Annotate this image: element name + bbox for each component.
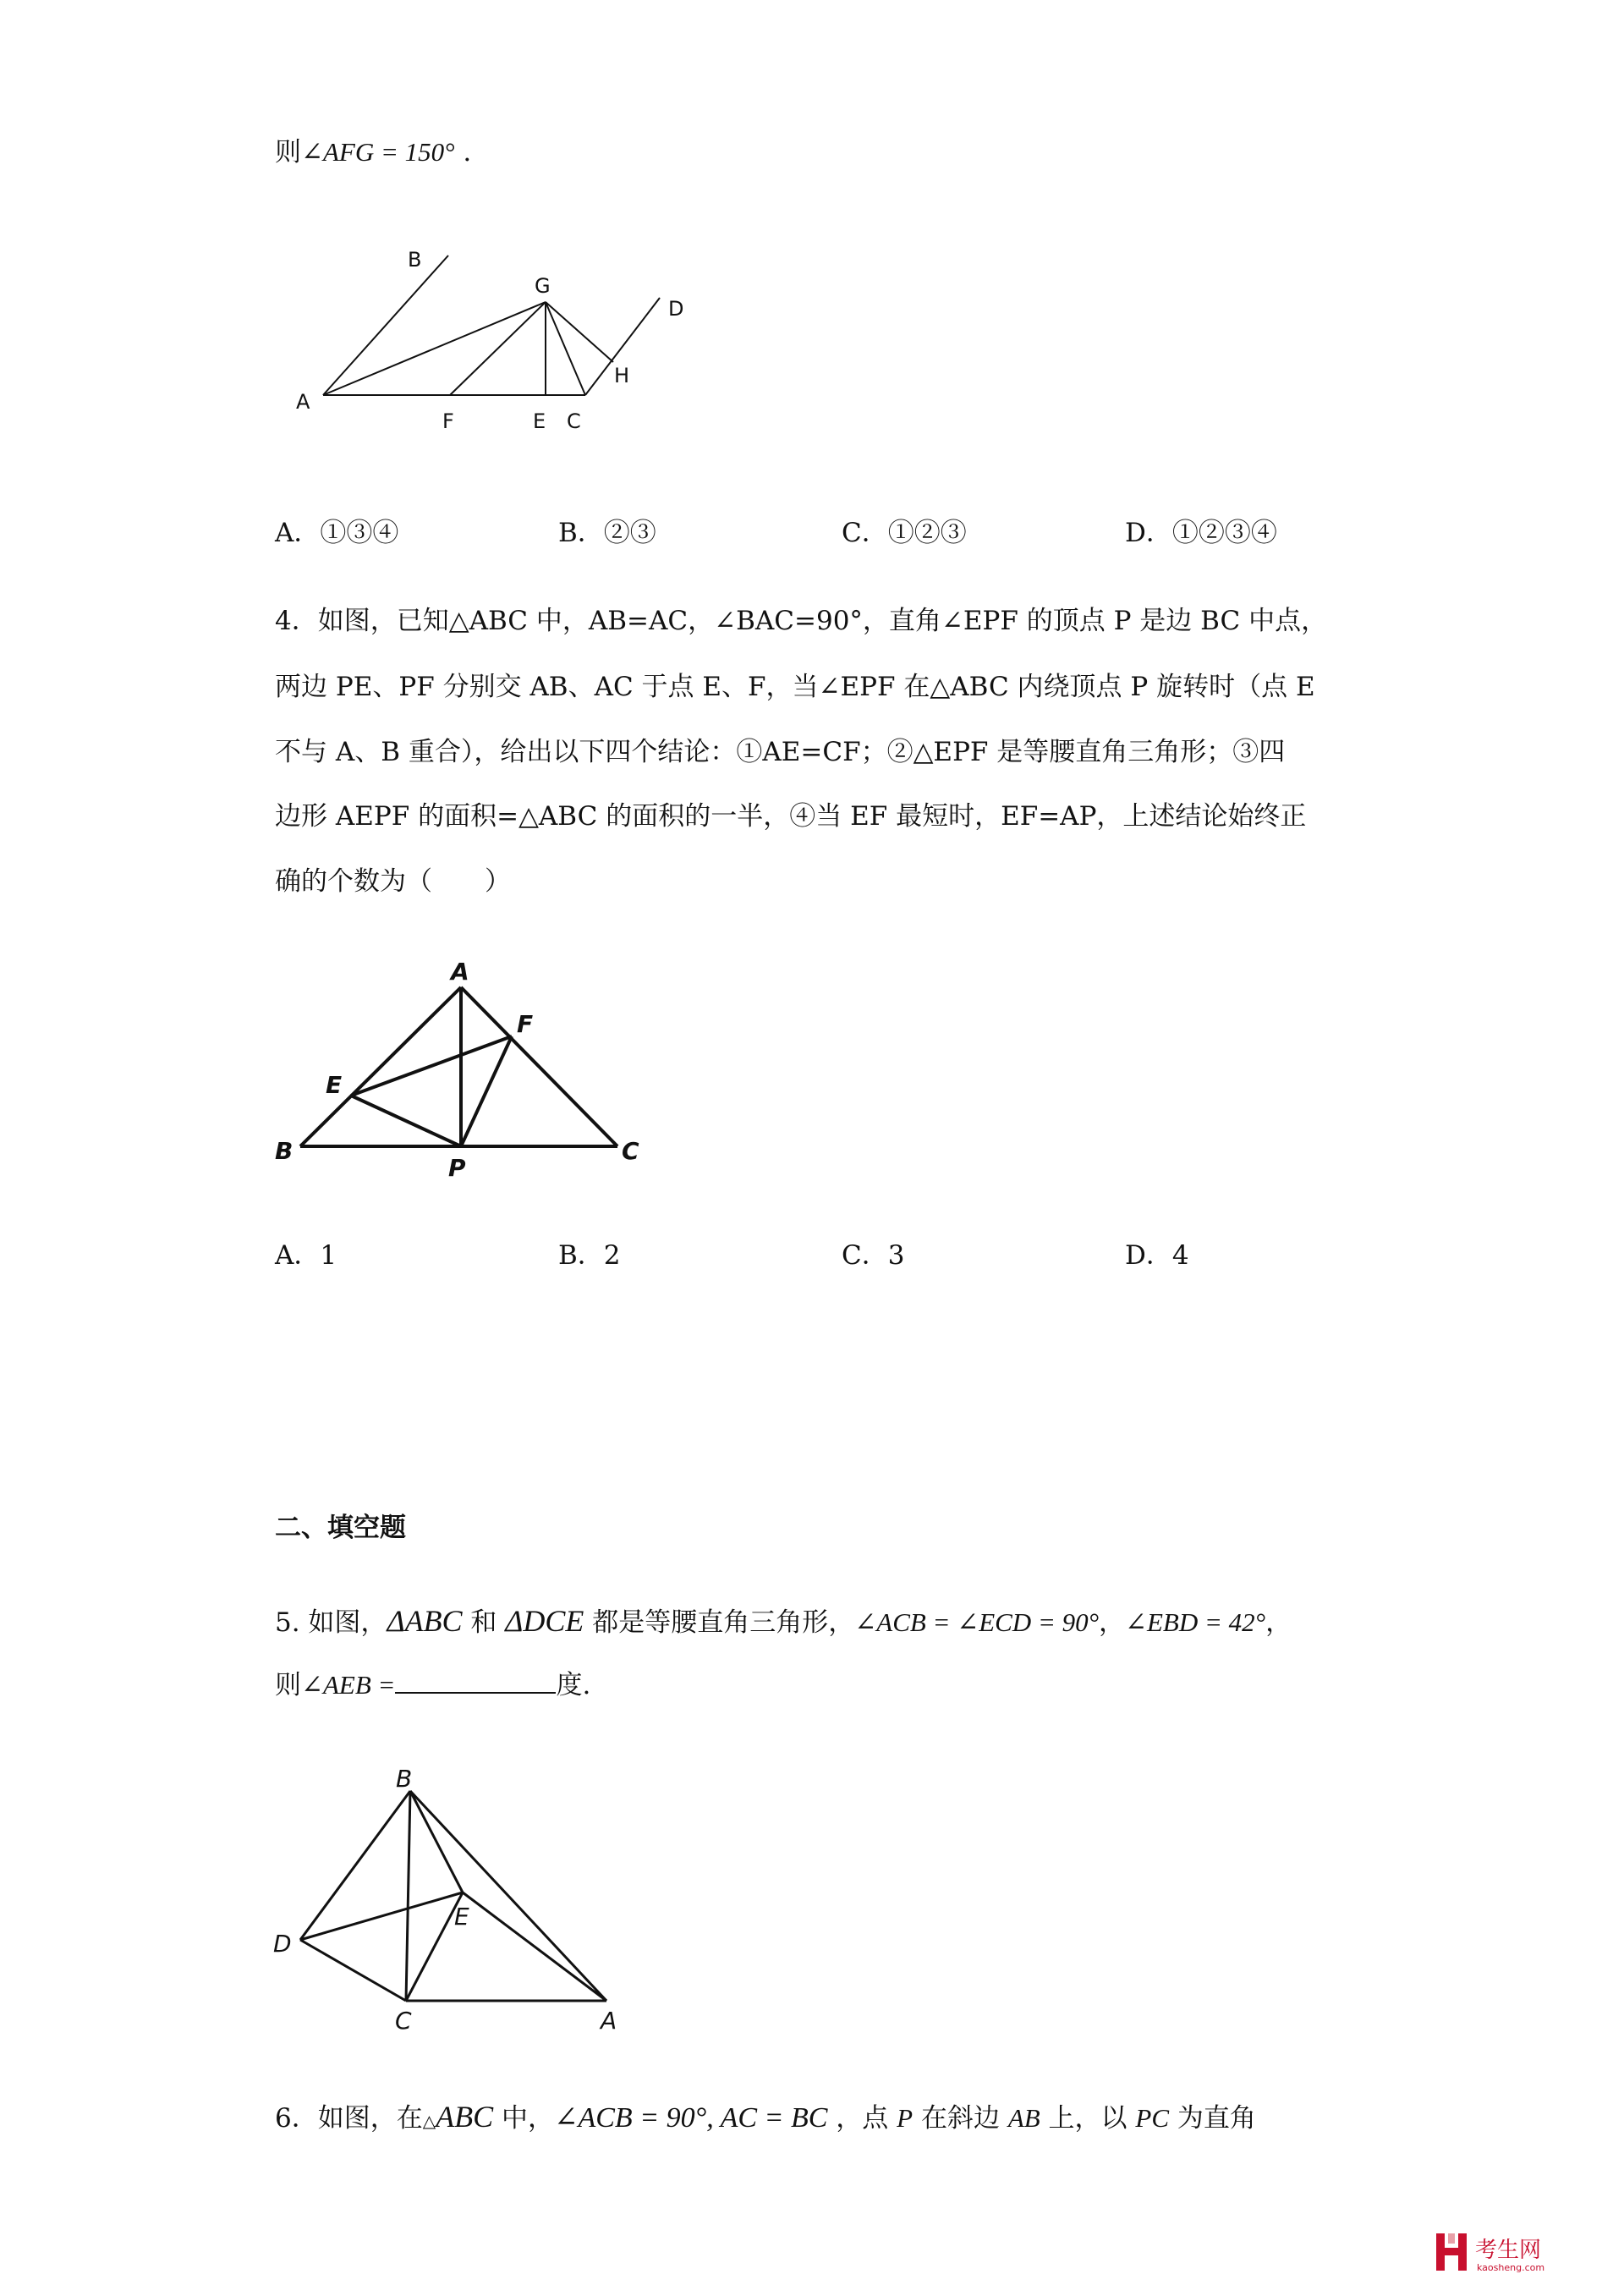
- q6-text-3: 在斜边: [913, 2103, 1008, 2134]
- q5-separator: ，: [1099, 1607, 1126, 1638]
- q6-text-4: 上，以: [1040, 2103, 1136, 2134]
- q6-segment-pc: PC: [1135, 2103, 1170, 2133]
- label-d: D: [668, 297, 684, 321]
- q4-option-b[interactable]: B．2: [558, 1240, 621, 1271]
- q6-segment-ab: AB: [1007, 2103, 1040, 2133]
- watermark-logo-icon: [1436, 2233, 1467, 2271]
- intro-line: [275, 134, 471, 171]
- q3-option-c[interactable]: C．①②③: [842, 518, 967, 548]
- q5-line-1: [275, 1602, 1292, 1641]
- label-a: A: [451, 958, 469, 986]
- q5-condition-1: ∠ACB = ∠ECD = 90°: [854, 1607, 1100, 1637]
- label-p: P: [448, 1154, 466, 1182]
- q5-text: 都是等腰直角三角形，: [584, 1607, 855, 1638]
- segment-ep: [351, 1096, 461, 1146]
- q5-line2-prefix: 则: [275, 1670, 301, 1700]
- label-e: E: [533, 409, 546, 433]
- q5-line-2: [275, 1667, 590, 1704]
- label-f: F: [442, 409, 454, 433]
- q5-and: 和: [462, 1607, 506, 1638]
- label-c: C: [567, 409, 581, 433]
- q6-line-1: [275, 2098, 1256, 2139]
- q5-condition-2: ∠EBD = 42°: [1125, 1607, 1266, 1637]
- section-heading: 二、填空题: [275, 1513, 406, 1543]
- q4-line-2: 两边 PE、PF 分别交 AB、AC 于点 E、F，当∠EPF 在△ABC 内绕顶点 P 旋转时（点 E: [275, 672, 1315, 702]
- segment-gh: [546, 302, 613, 362]
- triangle-symbol-icon: △: [422, 2111, 436, 2131]
- segment-bc: [406, 1791, 410, 2001]
- label-c: C: [395, 2007, 412, 2035]
- q6-text-5: 为直角: [1169, 2103, 1256, 2134]
- q5-line2-suffix: 度.: [556, 1670, 591, 1700]
- segment-ab: [323, 255, 448, 395]
- q3-figure: [279, 237, 719, 440]
- watermark: [1433, 2228, 1594, 2279]
- intro-suffix: .: [454, 137, 472, 168]
- segment-be: [410, 1791, 463, 1892]
- label-b: B: [408, 248, 422, 272]
- q6-text-1: 中，: [493, 2103, 554, 2134]
- segment-dc: [300, 1940, 406, 2001]
- segment-de: [300, 1892, 463, 1940]
- q5-end: ，: [1265, 1607, 1292, 1638]
- segment-gc: [546, 302, 585, 395]
- intro-prefix: 则: [275, 137, 301, 168]
- label-e: E: [454, 1903, 469, 1931]
- q5-line2-expression: ∠AEB =: [301, 1670, 396, 1700]
- q6-text-2: ，点: [827, 2103, 897, 2134]
- q5-triangle-abc: ΔABC: [387, 1604, 463, 1638]
- label-c: C: [622, 1137, 639, 1165]
- q3-option-b[interactable]: B．②③: [558, 518, 656, 548]
- segment-ag: [323, 302, 546, 395]
- label-d: D: [273, 1930, 292, 1958]
- q4-line-1: 4．如图，已知△ABC 中，AB=AC，∠BAC=90°，直角∠EPF 的顶点 P 是边 BC 中点，: [275, 606, 1328, 636]
- q4-option-a[interactable]: A．1: [275, 1240, 337, 1271]
- q6-triangle: ABC: [436, 2100, 494, 2134]
- label-e: E: [326, 1071, 343, 1099]
- segment-bd: [300, 1791, 410, 1940]
- q4-option-d[interactable]: D．4: [1125, 1240, 1189, 1271]
- q6-number: 6．如图，在: [275, 2103, 423, 2134]
- q4-line-5: 确的个数为（ ）: [275, 866, 511, 897]
- q6-point-p: P: [897, 2103, 914, 2133]
- q4-line-3: 不与 A、B 重合），给出以下四个结论：①AE=CF；②△EPF 是等腰直角三角形；③四: [275, 737, 1286, 767]
- segment-ba: [410, 1791, 606, 2001]
- q5-figure: [266, 1760, 639, 2039]
- intro-expression: ∠AFG = 150°: [301, 137, 455, 167]
- q5-triangle-dce: ΔDCE: [505, 1604, 584, 1638]
- segment-ab: [300, 987, 461, 1146]
- segment-fg: [450, 302, 546, 395]
- label-b: B: [396, 1765, 413, 1793]
- label-h: H: [614, 364, 630, 387]
- q4-option-c[interactable]: C．3: [842, 1240, 905, 1271]
- answer-blank[interactable]: [395, 1670, 556, 1694]
- q4-line-4: 边形 AEPF 的面积=△ABC 的面积的一半，④当 EF 最短时，EF=AP，上述结论始终正: [275, 801, 1307, 832]
- watermark-subtext: kaosheng.com: [1477, 2262, 1545, 2273]
- label-g: G: [535, 274, 551, 298]
- label-a: A: [296, 390, 310, 414]
- q5-number: 5. 如图，: [275, 1607, 387, 1638]
- q4-figure: [266, 948, 656, 1184]
- q3-option-a[interactable]: A．①③④: [275, 518, 399, 548]
- q3-option-d[interactable]: D．①②③④: [1125, 518, 1277, 548]
- q6-condition: ∠ACB = 90°, AC = BC: [553, 2102, 828, 2134]
- label-a: A: [601, 2007, 617, 2035]
- label-f: F: [517, 1010, 534, 1038]
- label-b: B: [275, 1137, 294, 1165]
- segment-ac: [461, 987, 617, 1146]
- watermark-text: 考生网: [1475, 2238, 1542, 2263]
- segment-ea: [463, 1892, 606, 2001]
